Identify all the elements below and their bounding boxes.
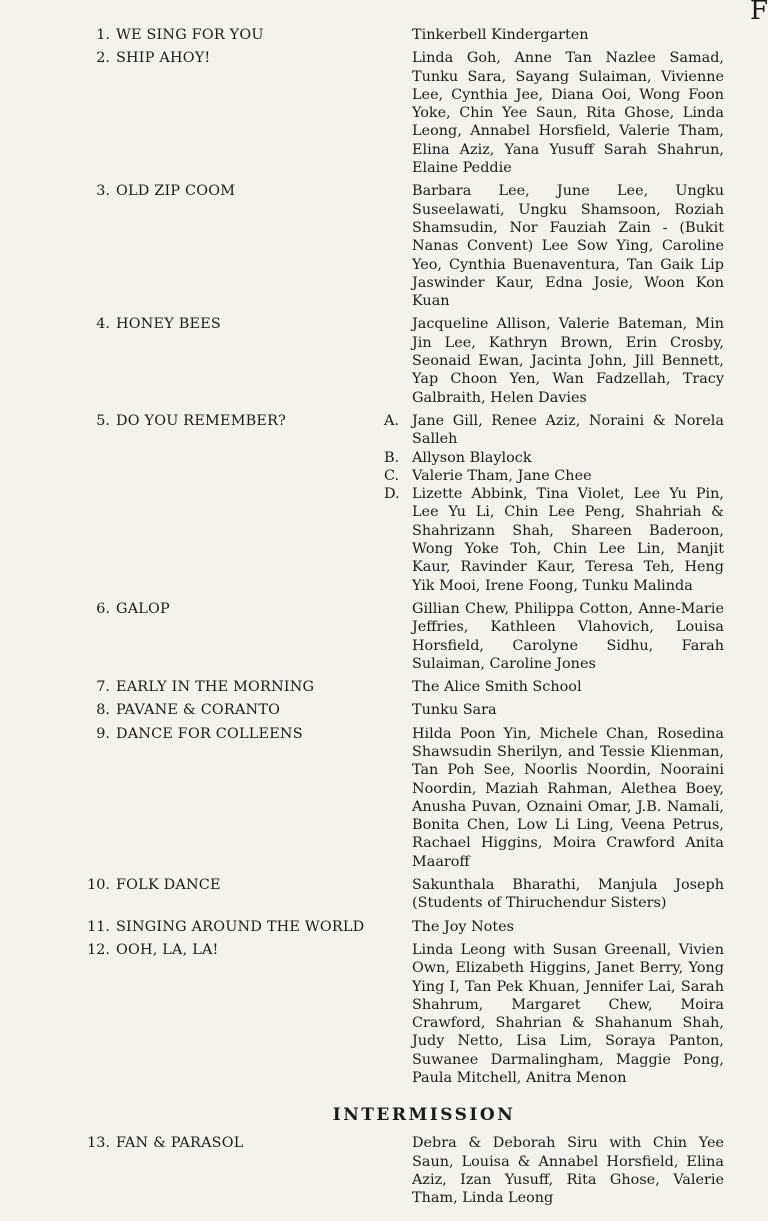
- item-performers: [412, 941, 724, 1087]
- program-item: [84, 918, 724, 936]
- performer-group: [412, 26, 724, 44]
- item-performers: [412, 182, 724, 310]
- performer-group: [384, 449, 724, 467]
- performer-names: Gillian Chew, Philippa Cotton, Anne-Marie Jeffries, Kathleen Vlahovich, Louisa Horsfield, Carolyne Sidhu, Farah Sulaiman, Caroline Jones: [412, 600, 724, 672]
- performer-group: [384, 412, 724, 449]
- performer-group: [412, 600, 724, 673]
- intermission-heading: INTERMISSION: [332, 1105, 516, 1126]
- performer-group: [384, 467, 724, 485]
- performer-group-letter: [384, 1134, 412, 1207]
- item-number: 11.: [87, 918, 110, 935]
- performer-group: [412, 678, 724, 696]
- item-number: 1.: [96, 27, 110, 43]
- program-item: [84, 725, 724, 871]
- item-number: 3.: [96, 183, 110, 200]
- item-performers: [384, 412, 724, 595]
- performer-names: Jane Gill, Renee Aziz, Noraini & Norela Salleh: [412, 412, 724, 448]
- item-performers: [412, 876, 724, 913]
- item-number: 13.: [87, 1135, 110, 1152]
- item-number: 7.: [96, 679, 110, 696]
- performer-group: [412, 182, 724, 310]
- item-title: PAVANE & CORANTO: [116, 702, 281, 719]
- item-performers: [412, 725, 724, 871]
- performer-names: Debra & Deborah Siru with Chin Yee Saun, Louisa & Annabel Horsfield, Elina Aziz, Izan Yusuff, Rita Ghose, Valerie Tham, Linda Leong: [412, 1135, 724, 1207]
- performer-names: Linda Leong with Susan Greenall, Vivien Own, Elizabeth Higgins, Janet Berry, Yong Ying I, Tan Pek Khuan, Jennifer Lai, Sarah Shahrum, Margaret Chew, Moira Crawford, Shahrian & Shahanum Shah, Judy Netto, Lisa Lim, Soraya Panton, Suwanee Darmalingham, Maggie Pong, Paula Mitchell, Anitra Menon: [412, 941, 724, 1087]
- performer-group: [412, 941, 724, 1087]
- performer-names: Valerie Tham, Jane Chee: [412, 467, 592, 484]
- item-number: 8.: [96, 702, 110, 719]
- performer-names: Hilda Poon Yin, Michele Chan, Rosedina Shawsudin Sherilyn, and Tessie Klienman, Tan Poh See, Noorlis Noordin, Nooraini Noordin, Maziah Rahman, Alethea Boey, Anusha Puvan, Oznaini Omar, J.B. Namali, Bonita Chen, Low Li Ling, Veena Petrus, Rachael Higgins, Moira Crawford Anita Maaroff: [412, 725, 724, 870]
- item-title: SINGING AROUND THE WORLD: [116, 918, 365, 935]
- item-performers: [412, 315, 724, 406]
- item-performers: [412, 26, 724, 44]
- performer-group-letter: C.: [384, 467, 400, 484]
- performer-group-letter: [384, 941, 412, 1087]
- program-items-after-intermission: [84, 1134, 724, 1207]
- item-number: 2.: [96, 50, 110, 67]
- performer-names: Linda Goh, Anne Tan Nazlee Samad, Tunku Sara, Sayang Sulaiman, Vivienne Lee, Cynthia Jee, Diana Ooi, Wong Foon Yoke, Chin Yee Saun, Rita Ghose, Linda Leong, Annabel Horsfield, Valerie Tham, Elina Aziz, Yana Yusuff Sarah Shahrun, Elaine Peddie: [412, 50, 724, 177]
- performer-names: The Alice Smith School: [412, 679, 582, 696]
- performer-names: Barbara Lee, June Lee, Ungku Suseelawati, Ungku Shamsoon, Roziah Shamsudin, Nor Fauziah Zain - (Bukit Nanas Convent) Lee Sow Ying, Caroline Yeo, Cynthia Buenaventura, Tan Gaik Lip Jaswinder Kaur, Edna Josie, Woon Kon Kuan: [412, 183, 724, 310]
- performer-names: Lizette Abbink, Tina Violet, Lee Yu Pin, Lee Yu Li, Chin Lee Peng, Shahriah & Shahrizann Shah, Shareen Baderoon, Wong Yoke Toh, Chin Lee Lin, Manjit Kaur, Ravinder Kaur, Teresa Teh, Heng Yik Mooi, Irene Foong, Tunku Malinda: [412, 486, 724, 594]
- performer-group-letter: [384, 701, 412, 719]
- performer-group: [412, 315, 724, 406]
- item-performers: [412, 918, 724, 936]
- performer-group: [412, 725, 724, 871]
- item-title: DANCE FOR COLLEENS: [116, 725, 303, 742]
- item-title: EARLY IN THE MORNING: [116, 679, 315, 696]
- performer-names: Jacqueline Allison, Valerie Bateman, Min Jin Lee, Kathryn Brown, Erin Crosby, Seonaid Ewan, Jacinta John, Jill Bennett, Yap Choon Yen, Wan Fadzellah, Tracy Galbraith, Helen Davies: [412, 316, 724, 406]
- performer-group-letter: [384, 876, 412, 913]
- program-item: [84, 315, 724, 406]
- item-performers: [412, 600, 724, 673]
- performer-group-letter: [384, 182, 412, 310]
- program-item: [84, 412, 724, 595]
- performer-names: Allyson Blaylock: [412, 449, 532, 466]
- item-title: SHIP AHOY!: [116, 50, 211, 67]
- item-number: 5.: [96, 412, 110, 429]
- program-item: [84, 701, 724, 719]
- performer-names: Tunku Sara: [412, 702, 497, 719]
- performer-group: [412, 876, 724, 913]
- item-number: 6.: [96, 600, 110, 617]
- item-number: 10.: [87, 877, 110, 894]
- performer-group-letter: [384, 315, 412, 406]
- program-item: [84, 182, 724, 310]
- performer-group-letter: [384, 49, 412, 177]
- program-item: [84, 876, 724, 913]
- performer-group-letter: D.: [384, 486, 400, 503]
- performer-group-letter: [384, 725, 412, 871]
- program-item: [84, 26, 724, 44]
- item-title: DO YOU REMEMBER?: [116, 412, 287, 429]
- item-performers: [412, 701, 724, 719]
- item-number: 4.: [96, 316, 110, 333]
- program-items: [84, 26, 724, 1087]
- performer-group: [412, 1134, 724, 1207]
- performer-names: Tinkerbell Kindergarten: [412, 27, 589, 43]
- item-title: GALOP: [116, 600, 170, 617]
- item-title: FAN & PARASOL: [116, 1135, 244, 1152]
- program-item: [84, 49, 724, 177]
- item-title: WE SING FOR YOU: [116, 27, 264, 43]
- item-title: HONEY BEES: [116, 316, 221, 333]
- performer-group: [412, 701, 724, 719]
- performer-group-letter: [384, 678, 412, 696]
- program-item: [84, 941, 724, 1087]
- corner-letter: F: [750, 0, 768, 26]
- program-item: [84, 600, 724, 673]
- performer-group: [412, 49, 724, 177]
- performer-group: [412, 918, 724, 936]
- item-title: OOH, LA, LA!: [116, 941, 219, 958]
- program-list: [84, 26, 724, 1208]
- performer-group-letter: B.: [384, 449, 400, 466]
- item-title: FOLK DANCE: [116, 877, 221, 894]
- performer-group-letter: [384, 26, 412, 44]
- performer-group-letter: [384, 600, 412, 673]
- performer-names: The Joy Notes: [412, 918, 515, 935]
- item-performers: [412, 678, 724, 696]
- performer-names: Sakunthala Bharathi, Manjula Joseph (Students of Thiruchendur Sisters): [412, 877, 724, 912]
- performer-group-letter: A.: [384, 412, 399, 429]
- performer-group-letter: [384, 918, 412, 936]
- item-performers: [412, 49, 724, 177]
- performer-group: [384, 485, 724, 595]
- item-number: 9.: [96, 725, 110, 742]
- program-item: [84, 678, 724, 696]
- program-item: [84, 1134, 724, 1207]
- item-performers: [412, 1134, 724, 1207]
- item-number: 12.: [87, 941, 110, 958]
- item-title: OLD ZIP COOM: [116, 183, 236, 200]
